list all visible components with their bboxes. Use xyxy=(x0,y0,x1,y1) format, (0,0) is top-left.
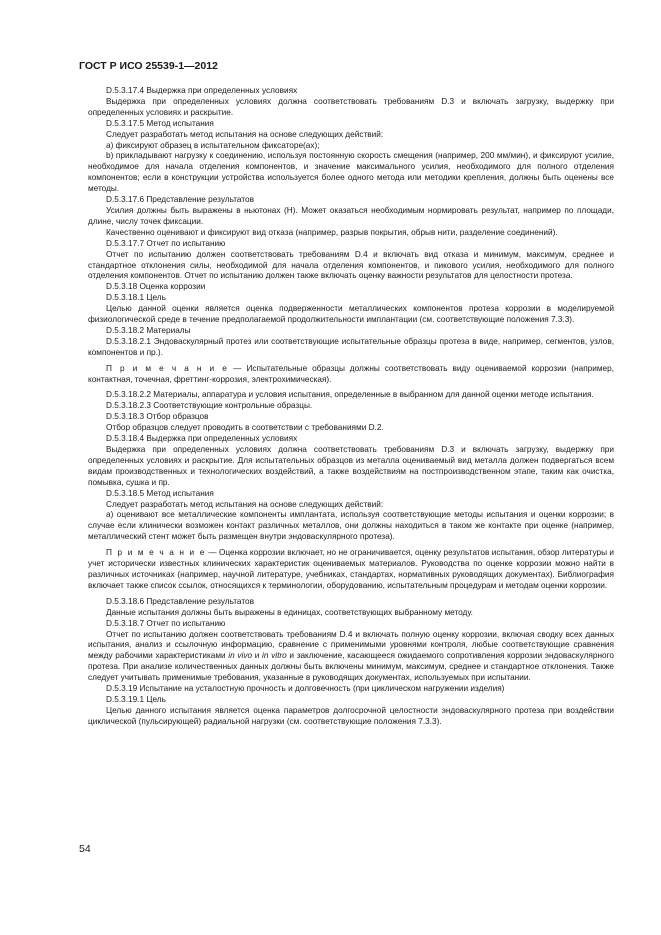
paragraph xyxy=(88,630,614,685)
paragraph: Усилия должны быть выражены в ньютонах (Н). Может оказаться необходимым нормировать результат, например по площади, длине, числу точек фиксации. xyxy=(88,205,614,226)
page-number: 54 xyxy=(79,843,91,855)
list-item: b) прикладывают нагрузку к соединению, используя постоянную скорость смещения (например, 200 мм/мин), и фиксируют усилие, необходимое для начала отделения компонентов, и значение максимального усилия, необходимого для полного отделения компонентов; если в конструкции устройства используется более одного метода или методики крепления, должны быть оценены все методы. xyxy=(88,151,614,194)
note-label: П р и м е ч а н и е xyxy=(106,548,206,558)
clause-heading: D.5.3.18.5 Метод испытания xyxy=(106,488,214,498)
paragraph: D.5.3.18.2.1 Эндоваскулярный протез или соответствующие испытательные образцы протеза в виде, например, сегментов, узлов, компонентов и пр.). xyxy=(88,336,614,357)
paragraph: Качественно оценивают и фиксируют вид отказа (например, разрыв покрытия, обрыв нити, разделение соединений). xyxy=(106,227,558,237)
paragraph: Следует разработать метод испытания на основе следующих действий: xyxy=(106,499,384,509)
paragraph: Данные испытания должны быть выражены в единицах, соответствующих выбранному методу. xyxy=(106,607,473,617)
clause-heading: D.5.3.17.4 Выдержка при определенных условиях xyxy=(106,86,298,95)
clause-heading: D.5.3.18.1 Цель xyxy=(106,293,166,303)
page-header: ГОСТ Р ИСО 25539-1—2012 xyxy=(79,60,218,72)
note-text: — Испытательные образцы должны соответствовать виду оцениваемой коррозии (например, контактная, точечная, фреттинг-коррозия, электрохимическая). xyxy=(88,363,614,384)
clause-heading: D.5.3.17.6 Представление результатов xyxy=(106,195,254,205)
clause-heading: D.5.3.18.2 Материалы xyxy=(106,325,191,335)
paragraph: Отчет по испытанию должен соответствовать требованиям D.4 и включать вид отказа и минимум, максимум, среднее и стандартное отклонения силы, необходимой для начала отделения компонентов, и пикового усилия, необходимого для полного отделения компонентов. Отчет по испытанию должен также включать оценку важности результатов для целостности протеза. xyxy=(88,249,614,281)
paragraph: Следует разработать метод испытания на основе следующих действий: xyxy=(106,129,384,139)
clause-heading: D.5.3.18.4 Выдержка при определенных условиях xyxy=(106,434,298,444)
report-text-3: и заключение, касающееся ожидаемого сопротивления коррозии эндоваскулярного протеза. При анализе количественных данных должны быть включены минимум, максимум, среднее и стандартное отклонения. Также следует учитывать применимые требования, указанные в руководящих документах, используемых при испытании. xyxy=(88,651,615,683)
clause-heading: D.5.3.18 Оценка коррозии xyxy=(106,282,206,292)
report-in-vivo: in vivo xyxy=(228,651,253,661)
note xyxy=(88,364,614,386)
report-in-vitro: in vitro xyxy=(262,651,287,661)
paragraph: D.5.3.18.2.2 Материалы, аппаратура и условия испытания, определенные в выбранном для данной оценки методе испытания. xyxy=(106,390,594,400)
paragraph: Целью данной оценки является оценка подверженности металлических компонентов протеза коррозии в моделируемой физиологической среде в течение предполагаемой продолжительности имплантации (см. соответствующие положения 7.3.3). xyxy=(88,304,614,325)
report-text-2: и xyxy=(252,651,263,661)
paragraph: D.5.3.18.2.3 Соответствующие контрольные образцы. xyxy=(106,401,313,411)
note-text: — Оценка коррозии включает, но не ограничивается, оценку результатов испытания, обзор литературы и учет исторически известных клинических характеристик оцениваемых материалов. Руководства по оценке коррозии можно найти в различных источниках (например, научной литературе, учебниках, стандартах, нормативных руководящих документах). Библиография включает также список ссылок, относящихся к терминологии, оборудованию, испытательным процедурам и методам оценки коррозии. xyxy=(88,548,614,590)
clause-heading: D.5.3.17.5 Метод испытания xyxy=(106,118,214,128)
clause-heading: D.5.3.18.3 Отбор образцов xyxy=(106,412,209,422)
clause-heading: D.5.3.18.7 Отчет по испытанию xyxy=(106,618,226,628)
clause-heading: D.5.3.18.6 Представление результатов xyxy=(106,596,254,606)
clause-heading: D.5.3.17.7 Отчет по испытанию xyxy=(106,238,226,248)
report-text-1: Отчет по испытанию должен соответствовать требованиям D.4 и включать полную оценку коррозии, включая сводку всех данных испытания, анализ и ссылочную информацию, сравнение с применимыми уровнями контроля, любые соответствующие сравнения между рабочими характеристиками xyxy=(88,629,614,661)
paragraph: Выдержка при определенных условиях должна соответствовать требованиям D.3 и включать загрузку, выдержку при определенных условиях и раскрытие. xyxy=(88,96,614,117)
paragraph: Целью данного испытания является оценка параметров долгосрочной целостности эндоваскулярного протеза при воздействии циклической (пульсирующей) радиальной нагрузки (см. соответствующие положения 7.3.3). xyxy=(88,705,614,726)
note-label: П р и м е ч а н и е xyxy=(106,363,229,373)
clause-heading: D.5.3.19.1 Цель xyxy=(106,694,166,704)
list-item: а) фиксируют образец в испытательном фиксаторе(ах); xyxy=(106,140,320,150)
paragraph: Отбор образцов следует проводить в соответствии с требованиями D.2. xyxy=(106,423,384,433)
clause-heading: D.5.3.19 Испытание на усталостную прочность и долговечность (при циклическом нагружении изделия) xyxy=(106,684,505,694)
document-body xyxy=(88,86,614,728)
paragraph: Выдержка при определенных условиях должна соответствовать требованиям D.3 и включать загрузку, выдержку при определенных условиях и раскрытие. Для испытательных образцов из металла оцениваемый вид металла должен подвергаться всем видам производственных и технологических воздействий, а также воздействиям на постпроизводственном этапе, таким как очистка, помывка, сушка и пр. xyxy=(88,445,614,487)
list-item: а) оценивают все металлические компоненты имплантата, используя соответствующие методы испытания и оценки коррозии; в случае если клинически возможен контакт различных металлов, они должны находиться в таком же контакте при оценке (например, металлический стент может быть размещен внутри эндоваскулярного протеза). xyxy=(88,510,614,542)
note xyxy=(88,548,614,592)
